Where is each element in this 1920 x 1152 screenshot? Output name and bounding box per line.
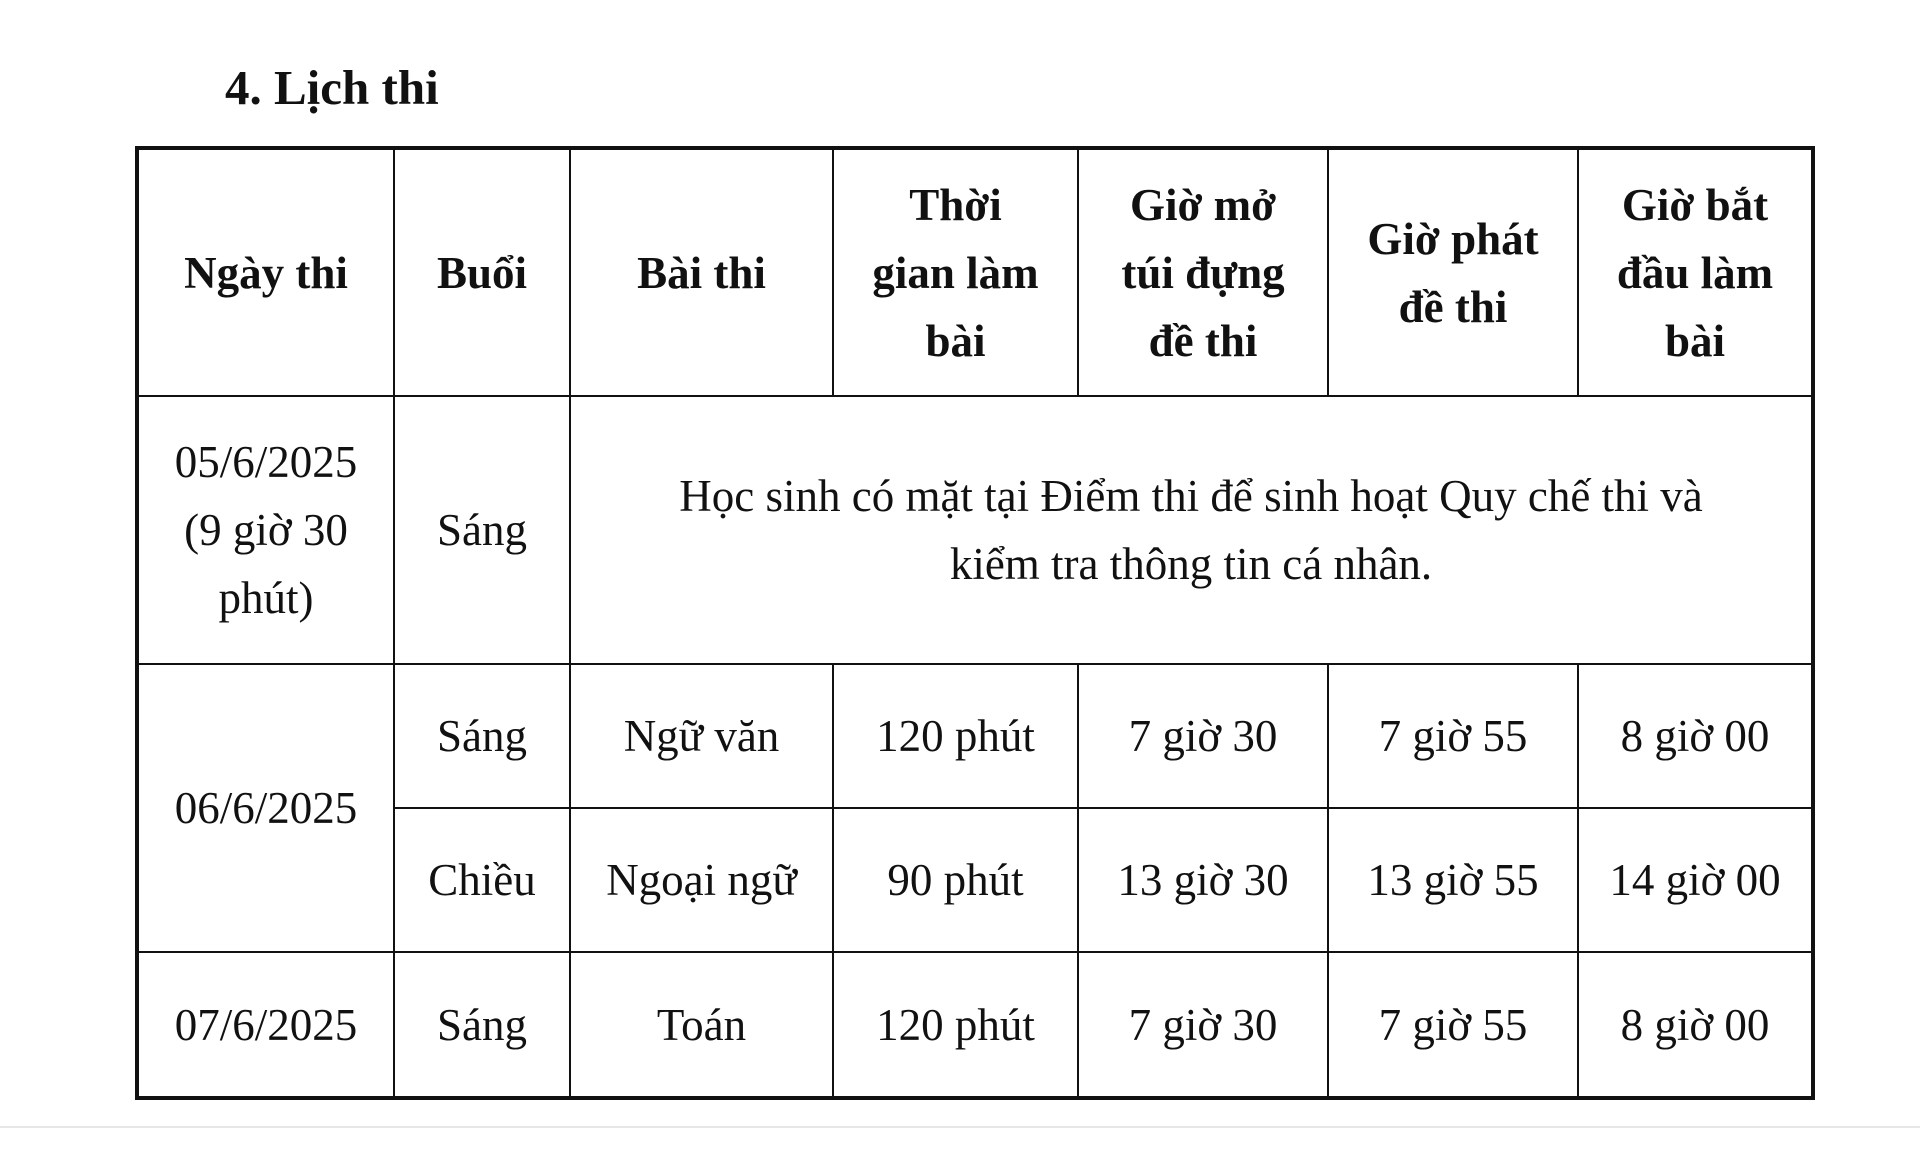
- header-duration-line: gian làm: [872, 247, 1039, 298]
- day2-morning-duration: 120 phút: [833, 664, 1078, 808]
- header-session: Buổi: [394, 148, 570, 396]
- header-duration-line: bài: [925, 315, 986, 366]
- exam-schedule-table: [135, 146, 1815, 1100]
- day3-duration: 120 phút: [833, 952, 1078, 1098]
- table-row-day3: [137, 952, 1813, 1098]
- day2-afternoon-start-time: 14 giờ 00: [1578, 808, 1813, 952]
- day1-note: [570, 396, 1813, 664]
- day2-afternoon-open-time: 13 giờ 30: [1078, 808, 1328, 952]
- day2-afternoon-subject: Ngoại ngữ: [570, 808, 833, 952]
- day1-date: 05/6/2025: [174, 437, 358, 487]
- day2-afternoon-session: Chiều: [394, 808, 570, 952]
- day2-morning-handout-time: 7 giờ 55: [1328, 664, 1578, 808]
- header-open-time-line: đề thi: [1148, 315, 1258, 366]
- day3-open-time: 7 giờ 30: [1078, 952, 1328, 1098]
- day3-session: Sáng: [394, 952, 570, 1098]
- page-bottom-divider: [0, 1126, 1920, 1128]
- table-row-day2-morning: [137, 664, 1813, 808]
- header-date: Ngày thi: [137, 148, 394, 396]
- day2-morning-subject: Ngữ văn: [570, 664, 833, 808]
- day3-subject: Toán: [570, 952, 833, 1098]
- header-start-time-line: bài: [1664, 315, 1726, 366]
- day1-time-line: phút): [218, 573, 314, 623]
- day3-date: 07/6/2025: [137, 952, 394, 1098]
- header-open-time-line: túi đựng: [1121, 247, 1285, 298]
- header-start-time-line: đầu làm: [1616, 247, 1774, 298]
- day2-afternoon-handout-time: 13 giờ 55: [1328, 808, 1578, 952]
- header-open-time: [1078, 148, 1328, 396]
- day2-morning-start-time: 8 giờ 00: [1578, 664, 1813, 808]
- header-duration: [833, 148, 1078, 396]
- day1-session: Sáng: [394, 396, 570, 664]
- header-subject: Bài thi: [570, 148, 833, 396]
- header-handout-time: [1328, 148, 1578, 396]
- day1-note-text: Học sinh có mặt tại Điểm thi để sinh hoạt Quy chế thi và kiểm tra thông tin cá nhân.: [679, 471, 1703, 589]
- day2-date: 06/6/2025: [137, 664, 394, 952]
- section-heading: 4. Lịch thi: [225, 60, 439, 115]
- header-duration-line: Thời: [909, 179, 1002, 230]
- header-start-time: [1578, 148, 1813, 396]
- table-header-row: [137, 148, 1813, 396]
- table-row-day1: [137, 396, 1813, 664]
- day3-start-time: 8 giờ 00: [1578, 952, 1813, 1098]
- day3-handout-time: 7 giờ 55: [1328, 952, 1578, 1098]
- day2-morning-session: Sáng: [394, 664, 570, 808]
- day1-time-line: (9 giờ 30: [184, 505, 348, 555]
- header-start-time-line: Giờ bắt: [1621, 179, 1769, 230]
- day2-afternoon-duration: 90 phút: [833, 808, 1078, 952]
- header-handout-time-line: Giờ phát: [1367, 213, 1539, 264]
- header-open-time-line: Giờ mở: [1129, 179, 1277, 230]
- header-handout-time-line: đề thi: [1398, 281, 1508, 332]
- day1-date-cell: [137, 396, 394, 664]
- day2-morning-open-time: 7 giờ 30: [1078, 664, 1328, 808]
